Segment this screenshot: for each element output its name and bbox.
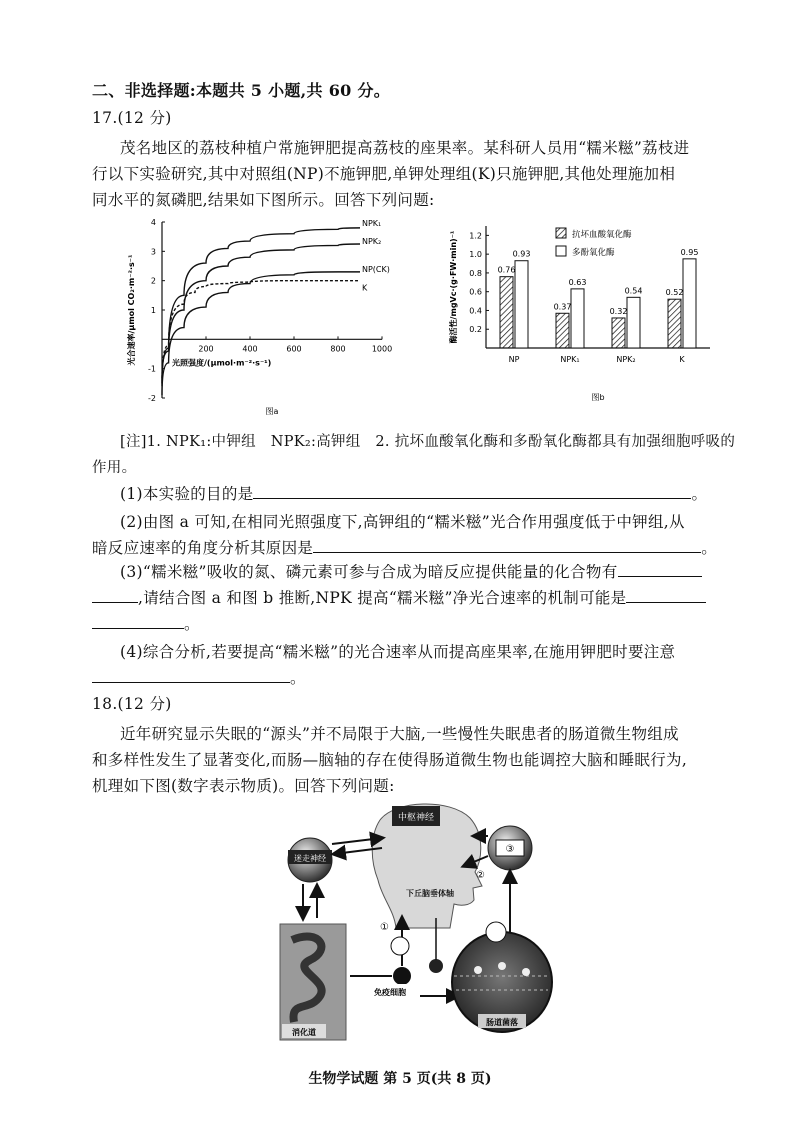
chart-b-legend-label-1: 多酚氧化酶 xyxy=(572,248,615,258)
chart-b-bar-1 xyxy=(627,297,640,348)
chart-b-data-label: 0.93 xyxy=(512,249,531,259)
chart-b-category-label: NPK₁ xyxy=(560,355,580,364)
q17-sub2-answer-blank[interactable] xyxy=(313,538,701,553)
gut-label: 消化道 xyxy=(292,1028,316,1037)
q18-intro-line-3: 机理如下图(数字表示物质)。回答下列问题: xyxy=(92,777,395,795)
marker-3: ③ xyxy=(505,844,515,855)
chart-a-y-tick-label: 4 xyxy=(150,218,156,227)
chart-b-data-label: 0.63 xyxy=(568,277,587,287)
q17-sub3-answer-blank-4[interactable] xyxy=(92,614,184,629)
chart-a-y-tick-label: 3 xyxy=(150,247,156,257)
q17-sub1-answer-blank[interactable] xyxy=(253,484,691,499)
q17-intro-line-2: 行以下实验研究,其中对照组(NP)不施钾肥,单钾处理组(K)只施钾肥,其他处理施加相 xyxy=(92,165,676,183)
chart-a-x-tick-label: 800 xyxy=(330,344,346,354)
figure-b-bar-chart xyxy=(440,212,720,422)
chart-b-legend-swatch-1 xyxy=(556,246,566,256)
chart-a-caption: 图a xyxy=(265,407,279,416)
hpa-label: 下丘脑垂体轴 xyxy=(406,889,454,898)
chart-b-caption: 图b xyxy=(591,393,605,402)
question-17-number: 17.(12 分) xyxy=(92,109,172,127)
q17-sub1-period: 。 xyxy=(691,485,708,503)
chart-b-bar-0 xyxy=(612,318,625,348)
q17-sub2-line-2: 暗反应速率的角度分析其原因是 xyxy=(92,539,314,557)
chart-b-category-label: NPK₂ xyxy=(616,355,636,364)
page-footer: 生物学试题 第 5 页(共 8 页) xyxy=(308,1071,492,1087)
chart-a-series-label-3: K xyxy=(362,283,368,293)
chart-a-series-label-1: NPK₂ xyxy=(362,237,382,246)
chart-a-series-label-2: NP(CK) xyxy=(362,264,390,274)
chart-b-y-tick-label: 0.4 xyxy=(469,306,482,316)
vagus-label: 迷走神经 xyxy=(294,854,326,863)
chart-a-x-tick-label: 200 xyxy=(198,344,214,354)
q17-sub3-answer-blank-3[interactable] xyxy=(626,588,706,603)
q17-sub2-line-1: (2)由图 a 可知,在相同光照强度下,高钾组的“糯米糍”光合作用强度低于中钾组,从 xyxy=(120,513,685,531)
q17-note-line-2: 作用。 xyxy=(92,460,137,476)
cns-label: 中枢神经 xyxy=(397,813,435,823)
chart-b-y-tick-label: 0.2 xyxy=(469,325,482,335)
q18-intro-line-2: 和多样性发生了显著变化,而肠—脑轴的存在使得肠道微生物也能调控大脑和睡眠行为, xyxy=(92,751,688,769)
chart-b-bar-1 xyxy=(515,261,528,348)
q17-note-line-1: [注]1. NPK₁:中钾组 NPK₂:高钾组 2. 抗坏血酸氧化酶和多酚氧化酶都具有加强细胞呼吸的 xyxy=(120,434,736,450)
chart-b-data-label: 0.76 xyxy=(497,265,516,275)
q17-intro-line-1: 茂名地区的荔枝种植户常施钾肥提高荔枝的座果率。某科研人员用“糯米糍”荔枝进 xyxy=(120,139,690,157)
chart-a-y-tick-label: 1 xyxy=(150,306,156,315)
immune-cell xyxy=(393,967,411,985)
chart-b-legend-label-0: 抗坏血酸氧化酶 xyxy=(572,230,632,240)
q17-sub4-answer-blank[interactable] xyxy=(92,668,290,683)
chart-b-bar-1 xyxy=(571,289,584,348)
chart-a-series-line-2 xyxy=(162,272,360,395)
chart-a-series-label-0: NPK₁ xyxy=(362,218,382,228)
chart-b-legend-swatch-0 xyxy=(556,228,566,238)
chart-b-bar-0 xyxy=(500,277,513,348)
section-header: 二、非选择题:本题共 5 小题,共 60 分。 xyxy=(92,81,391,100)
immune-cell-label: 免疫细胞 xyxy=(374,988,406,997)
chart-b-data-label: 0.52 xyxy=(665,288,684,298)
signal-molecule xyxy=(429,959,443,973)
chart-a-y-tick-label: -2 xyxy=(148,394,156,403)
q17-sub3-answer-blank-1[interactable] xyxy=(618,562,702,577)
q17-sub1-text: (1)本实验的目的是 xyxy=(120,485,254,503)
gut-flora-label: 肠道菌落 xyxy=(486,1018,518,1027)
q18-intro-line-1: 近年研究显示失眠的“源头”并不局限于大脑,一些慢性失眠患者的肠道微生物组成 xyxy=(120,725,679,743)
marker-1: ① xyxy=(380,922,389,933)
chart-b-y-tick-label: 0.8 xyxy=(469,268,482,278)
q17-sub3-period: 。 xyxy=(184,615,200,633)
chart-b-data-label: 0.32 xyxy=(609,306,628,316)
chart-a-series-line-3 xyxy=(162,281,360,384)
q17-sub3-line-2: ,请结合图 a 和图 b 推断,NPK 提高“糯米糍”净光合速率的机制可能是 xyxy=(138,589,627,607)
chart-b-data-label: 0.37 xyxy=(553,302,572,312)
chart-b-y-label: 酶活性/mgVc·(g·FW·min)⁻¹ xyxy=(449,230,458,344)
chart-a-x-tick-label: 1000 xyxy=(371,344,393,354)
chart-b-bar-0 xyxy=(668,299,681,348)
chart-b-data-label: 0.95 xyxy=(680,247,699,257)
chart-b-bar-0 xyxy=(556,313,569,348)
q17-sub4-period: 。 xyxy=(290,669,306,687)
gut-brain-axis-diagram xyxy=(270,800,560,1050)
marker-2: ② xyxy=(476,870,485,881)
chart-b-y-tick-label: 1.2 xyxy=(469,231,482,241)
chart-a-y-tick-label: 2 xyxy=(150,276,156,286)
chart-a-y-tick-label: -1 xyxy=(148,364,156,374)
substance-1-ball xyxy=(391,937,409,955)
q17-intro-line-3: 同水平的氮磷肥,结果如下图所示。回答下列问题: xyxy=(92,191,435,209)
q17-sub4-line-1: (4)综合分析,若要提高“糯米糍”的光合速率从而提高座果率,在施用钾肥时要注意 xyxy=(120,643,676,661)
question-18-number: 18.(12 分) xyxy=(92,695,172,713)
figure-a-line-chart xyxy=(120,212,420,422)
q17-sub3-line-1: (3)“糯米糍”吸收的氮、磷元素可参与合成为暗反应提供能量的化合物有 xyxy=(120,563,618,581)
chart-b-y-tick-label: 1.0 xyxy=(469,250,482,260)
flora-secretion-ball xyxy=(486,922,506,942)
q17-sub2-period: 。 xyxy=(701,539,718,557)
chart-b-y-tick-label: 0.6 xyxy=(469,287,482,297)
chart-b-category-label: K xyxy=(679,355,685,364)
chart-a-x-tick-label: 600 xyxy=(286,344,302,354)
chart-b-data-label: 0.54 xyxy=(624,286,643,296)
chart-b-bar-1 xyxy=(683,259,696,348)
q17-sub3-answer-blank-2[interactable] xyxy=(92,588,138,603)
chart-b-category-label: NP xyxy=(508,355,520,364)
chart-a-x-tick-label: 400 xyxy=(242,344,258,354)
chart-a-y-label: 光合速率/μmol CO₂·m⁻²·s⁻¹ xyxy=(127,254,136,366)
chart-a-x-label: 光照强度/(μmol·m⁻²·s⁻¹) xyxy=(172,358,272,368)
